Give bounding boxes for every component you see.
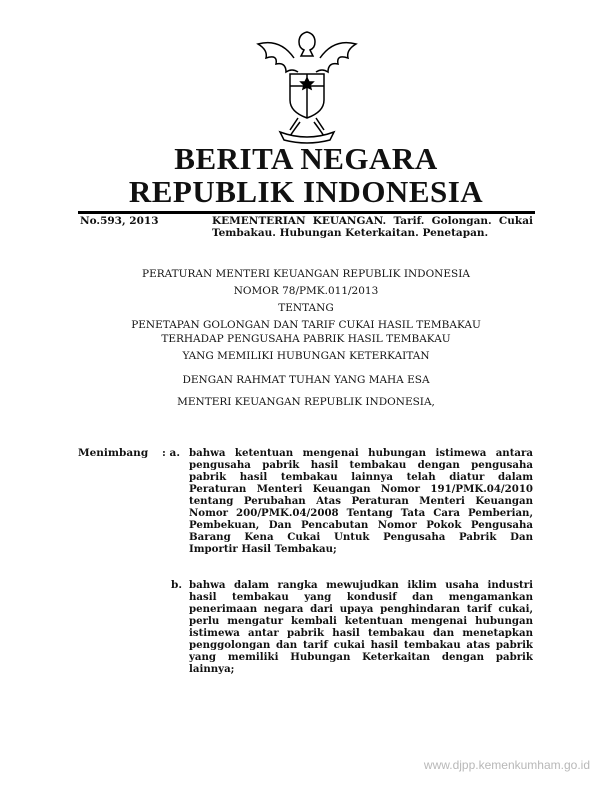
garuda-emblem-icon — [252, 28, 362, 144]
regulation-number: NOMOR 78/PMK.011/2013 — [233, 285, 379, 297]
gazette-subtitle: REPUBLIK INDONESIA — [128, 174, 484, 209]
paragraph-line: tentang Perubahan Atas Peraturan Menteri Keuangan — [189, 495, 533, 507]
paragraph-line: pabrik hasil tembakau lainnya telah diatur dalam — [189, 471, 533, 483]
paragraph-line: Peraturan Menteri Keuangan Nomor 191/PMK.04/2010 — [189, 483, 533, 495]
paragraph-line: penerimaan negara dari upaya penghindaran tarif cukai, — [189, 603, 533, 615]
paragraph-line: bahwa ketentuan mengenai hubungan istimewa antara — [189, 447, 533, 459]
paragraph-line: bahwa dalam rangka mewujudkan iklim usaha industri — [189, 579, 533, 591]
subject-line: KEMENTERIAN KEUANGAN. Tarif. Golongan. Cukai — [212, 215, 533, 227]
subject-line: Tembakau. Hubungan Keterkaitan. Penetapan. — [212, 227, 489, 239]
watermark-url: www.djpp.kemenkumham.go.id — [423, 758, 590, 772]
gazette-number: No.593, 2013 — [80, 215, 159, 227]
regulation-subject-3: YANG MEMILIKI HUBUNGAN KETERKAITAN — [182, 350, 430, 362]
paragraph-a — [189, 447, 533, 555]
regulation-subject-2: TERHADAP PENGUSAHA PABRIK HASIL TEMBAKAU — [161, 333, 451, 345]
header-rule — [78, 211, 535, 214]
paragraph-line: penggolongan dan tarif cukai hasil tembakau atas pabrik — [189, 639, 533, 651]
gazette-title: BERITA NEGARA — [174, 141, 438, 176]
item-a-marker: : a. — [162, 447, 180, 459]
regulation-subject-1: PENETAPAN GOLONGAN DAN TARIF CUKAI HASIL TEMBAKAU — [131, 319, 481, 331]
item-b-marker: b. — [171, 579, 182, 591]
paragraph-line: yang memiliki Hubungan Keterkaitan dengan pabrik — [189, 651, 533, 663]
paragraph-line: Nomor 200/PMK.04/2008 Tentang Tata Cara Pemberian, — [189, 507, 533, 519]
minister-title: MENTERI KEUANGAN REPUBLIK INDONESIA, — [177, 396, 435, 408]
regulation-heading: PERATURAN MENTERI KEUANGAN REPUBLIK INDONESIA — [142, 268, 470, 280]
paragraph-line: lainnya; — [189, 663, 235, 675]
paragraph-line: Importir Hasil Tembakau; — [189, 543, 337, 555]
paragraph-b — [189, 579, 533, 675]
paragraph-line: Pembekuan, Dan Pencabutan Nomor Pokok Pengusaha — [189, 519, 533, 531]
paragraph-line: hasil tembakau yang kondusif dan mengamankan — [189, 591, 533, 603]
invocation: DENGAN RAHMAT TUHAN YANG MAHA ESA — [182, 374, 430, 386]
gazette-subject — [212, 215, 533, 239]
paragraph-line: istimewa antar pabrik hasil tembakau dan menetapkan — [189, 627, 533, 639]
regulation-tentang: TENTANG — [278, 302, 334, 314]
paragraph-line: Barang Kena Cukai Untuk Pengusaha Pabrik Dan — [189, 531, 533, 543]
paragraph-line: pengusaha pabrik hasil tembakau dengan pengusaha — [189, 459, 533, 471]
menimbang-label: Menimbang — [78, 447, 149, 459]
paragraph-line: perlu mengatur kembali ketentuan mengenai hubungan — [189, 615, 533, 627]
